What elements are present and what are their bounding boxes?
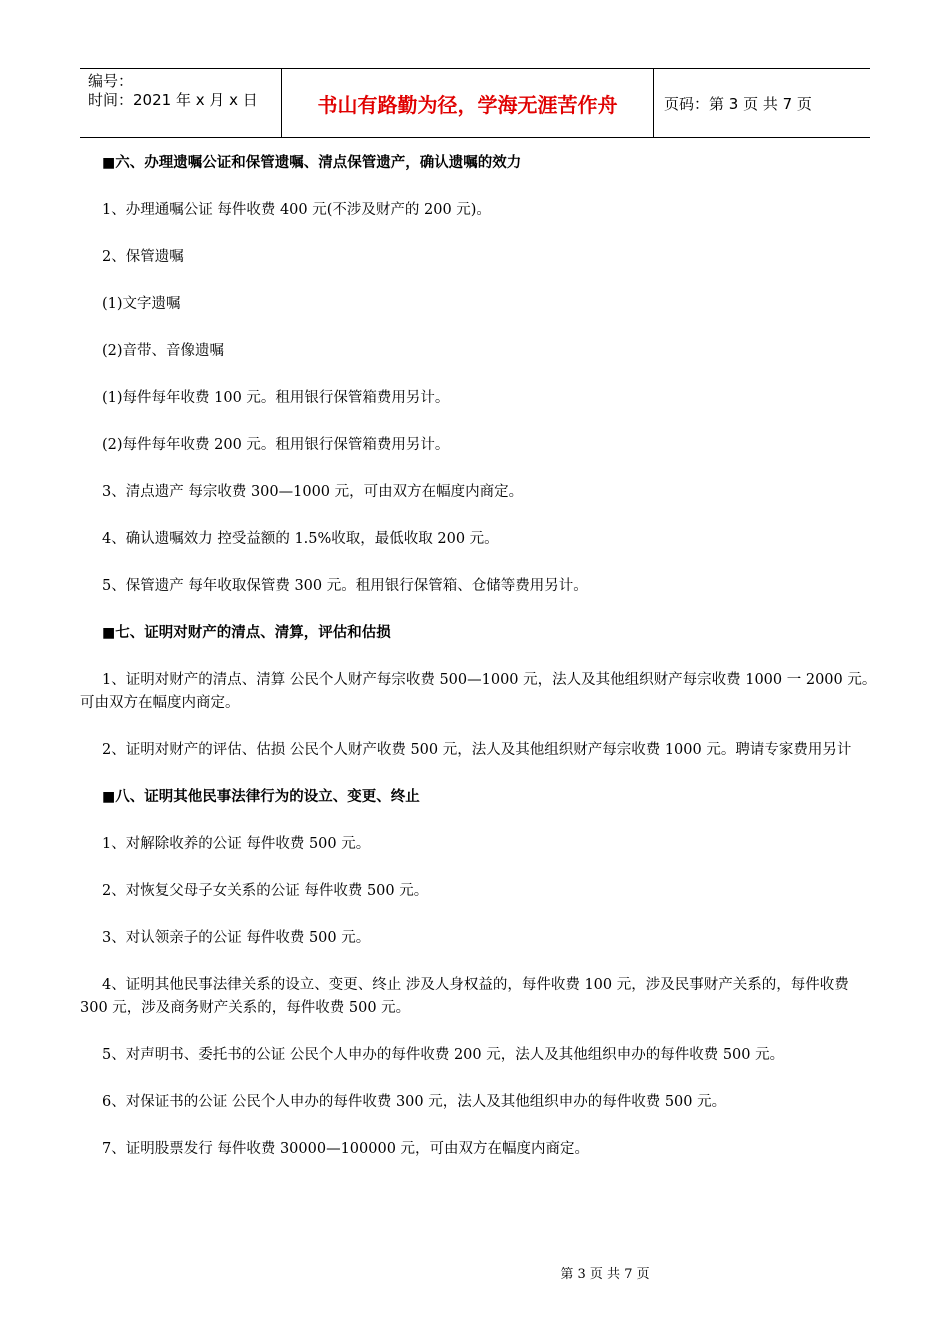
page-header — [80, 68, 870, 138]
square-bullet-icon: ■ — [102, 155, 116, 171]
document-number-label: 编号： — [88, 72, 134, 90]
paragraph: (1)文字遗嘱 — [102, 296, 181, 312]
paragraph: 3、对认领亲子的公证 每件收费 500 元。 — [102, 930, 371, 946]
paragraph: 2、保管遗嘱 — [102, 249, 184, 265]
header-page-label: 页码：第 3 页 共 7 页 — [664, 94, 812, 113]
paragraph: 3、清点遗产 每宗收费 300—1000 元，可由双方在幅度内商定。 — [102, 484, 524, 500]
section-heading: ■八、证明其他民事法律行为的设立、变更、终止 — [102, 789, 420, 805]
paragraph: 6、对保证书的公证 公民个人申办的每件收费 300 元，法人及其他组织申办的每件收费 500 元。 — [102, 1094, 727, 1110]
page-footer: 第 3 页 共 7 页 — [560, 1267, 650, 1282]
paragraph: 1、证明对财产的清点、清算 公民个人财产每宗收费 500—1000 元，法人及其他组织财产每宗收费 1000 一 2000 元。可由双方在幅度内商定。 — [80, 672, 877, 711]
header-motto: 书山有路勤为径，学海无涯苦作舟 — [282, 69, 654, 137]
paragraph: (2)音带、音像遗嘱 — [102, 343, 225, 359]
document-date-label: 时间：2021 年 x 月 x 日 — [88, 91, 258, 109]
paragraph: (1)每件每年收费 100 元。租用银行保管箱费用另计。 — [102, 390, 450, 406]
paragraph: 4、确认遗嘱效力 控受益额的 1.5%收取，最低收取 200 元。 — [102, 531, 499, 547]
header-meta — [80, 69, 282, 137]
section-heading: ■六、办理遗嘱公证和保管遗嘱、清点保管遗产，确认遗嘱的效力 — [102, 155, 522, 171]
paragraph: (2)每件每年收费 200 元。租用银行保管箱费用另计。 — [102, 437, 450, 453]
paragraph: 1、办理通嘱公证 每件收费 400 元(不涉及财产的 200 元)。 — [102, 202, 491, 218]
square-bullet-icon: ■ — [102, 789, 116, 805]
paragraph: 5、保管遗产 每年收取保管费 300 元。租用银行保管箱、仓储等费用另计。 — [102, 578, 588, 594]
paragraph: 1、对解除收养的公证 每件收费 500 元。 — [102, 836, 371, 852]
paragraph: 2、证明对财产的评估、估损 公民个人财产收费 500 元，法人及其他组织财产每宗收费 1000 元。聘请专家费用另计 — [102, 742, 852, 758]
paragraph: 7、证明股票发行 每件收费 30000—100000 元，可由双方在幅度内商定。 — [102, 1141, 590, 1157]
paragraph: 2、对恢复父母子女关系的公证 每件收费 500 元。 — [102, 883, 429, 899]
section-heading: ■七、证明对财产的清点、清算，评估和估损 — [102, 625, 391, 641]
document-body — [80, 152, 878, 1185]
square-bullet-icon: ■ — [102, 625, 116, 641]
paragraph: 5、对声明书、委托书的公证 公民个人申办的每件收费 200 元，法人及其他组织申办的每件收费 500 元。 — [102, 1047, 785, 1063]
paragraph: 4、证明其他民事法律关系的设立、变更、终止 涉及人身权益的，每件收费 100 元，涉及民事财产关系的，每件收费 300 元，涉及商务财产关系的，每件收费 500 元。 — [80, 977, 849, 1016]
